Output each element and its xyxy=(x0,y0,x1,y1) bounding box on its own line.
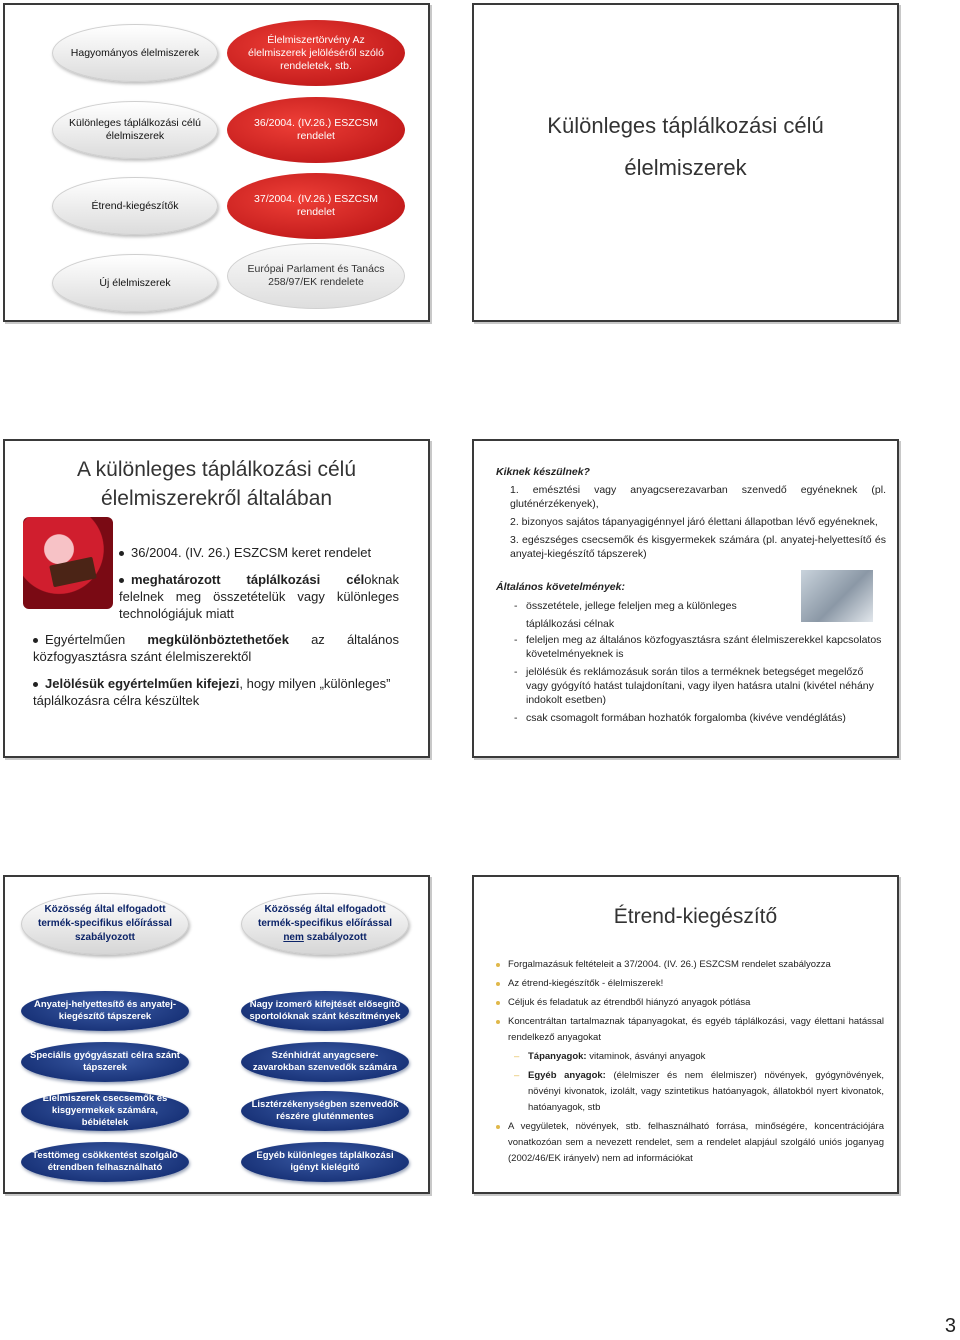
bullet-text: Egyértelműen xyxy=(45,632,148,647)
item-infant-formula: Anyatej-helyettesítő és anyatej-kiegészítő tápszerek xyxy=(21,991,189,1031)
bullet-framework-decree xyxy=(119,545,371,560)
slide-target-groups xyxy=(472,439,899,758)
header-not-regulated xyxy=(241,893,409,955)
page-number: 3 xyxy=(944,1315,956,1337)
sub-bold: Egyéb anyagok: xyxy=(528,1070,606,1081)
title-line-1: A különleges táplálkozási célú xyxy=(76,458,356,481)
list-item: - csak csomagolt formában hozhatók forgalomba (kivéve vendéglátás) xyxy=(514,711,884,725)
bullet-item: A vegyületek, növények, stb. felhasználható forrása, minőségére, koncentrációjára vonatkozóan sem a nevezett rendelet, sem a rendelet alapjául szolgáló uniós joganyag (2002/46/EK irányelv) nem ad információkat xyxy=(494,1119,884,1167)
slide-food-supplements xyxy=(472,875,899,1194)
item-weight-loss: Testtömeg csökkentést szolgáló étrendben felhasználható xyxy=(21,1142,189,1182)
req-text: táplálkozási célnak xyxy=(526,618,615,630)
category-special-nutrition: Különleges táplálkozási célú élelmiszerek xyxy=(52,101,218,159)
bullet-item: Forgalmazásuk feltételeit a 37/2004. (IV. 26.) ESZCSM rendelet szabályozza xyxy=(494,957,884,973)
sub-text: (élelmiszer és nem élelmiszer) növények, gyógynövények, növényi kivonatok, izolált, vagy szintetikus hatóanyagok, állatokból nyert kivonatok, hatóanyagok, stb xyxy=(528,1070,884,1113)
question-heading: Kiknek készülnek? xyxy=(496,466,590,478)
bullet-purpose xyxy=(119,571,399,622)
sub-bold: Tápanyagok: xyxy=(528,1051,587,1062)
bullet-distinguishable xyxy=(33,631,399,665)
item-sports-nutrition: Nagy izomerő kifejtését elősegítő sportolóknak szánt készítmények xyxy=(241,991,409,1031)
bullet-bold: megkülönböztethetőek xyxy=(147,632,289,647)
requirement-list-1 xyxy=(514,599,794,635)
list-item: 2. bizonyos sajátos tápanyagigénnyel járó élettani állapotban lévő egyéneknek, xyxy=(510,516,878,528)
slide-legislation-overview xyxy=(3,3,430,322)
bullet-item: Az étrend-kiegészítők - élelmiszerek! xyxy=(494,976,884,992)
target-group-list xyxy=(510,483,886,565)
bullet-bold: Jelölésük egyértelműen kifejezi xyxy=(45,676,240,691)
title-line-1: Különleges táplálkozási célú xyxy=(547,113,824,138)
chocolate-dessert-photo xyxy=(23,517,113,609)
bullet-text: az általános közfogyasztásra szánt élelmiszerektől xyxy=(33,632,399,664)
header-part: Közösség által elfogadott termék-specifikus előírással xyxy=(258,904,392,929)
bullet-text: oknak felelnek meg összetételük vagy különleges technológiájuk miatt xyxy=(119,572,399,621)
category-novel-food: Új élelmiszerek xyxy=(52,254,218,312)
law-food-act: Élelmiszertörvény Az élelmiszerek jelöléséről szóló rendeletek, stb. xyxy=(227,20,405,86)
bullet-item: Céljuk és feladatuk az étrendből hiányzó anyagok pótlása xyxy=(494,995,884,1011)
law-37-2004: 37/2004. (IV.26.) ESZCSM rendelet xyxy=(227,173,405,239)
supplement-bullets xyxy=(494,957,884,1170)
slide-regulated-categories xyxy=(3,875,430,1194)
law-eu-258-97: Európai Parlament és Tanács 258/97/EK rendelete xyxy=(227,243,405,309)
requirement-list-2 xyxy=(514,633,884,729)
bullet-text: 36/2004. (IV. 26.) ESZCSM keret rendelet xyxy=(131,545,372,560)
req-text: összetétele, jellege feleljen meg a különleges xyxy=(526,600,737,612)
category-food-supplements: Étrend-kiegészítők xyxy=(52,177,218,235)
header-part: szabályozott xyxy=(303,932,367,943)
slide-title xyxy=(25,455,408,513)
header-regulated: Közösség által elfogadott termék-specifikus előírással szabályozott xyxy=(21,893,189,955)
item-medical-formula: Speciális gyógyászati célra szánt tápszerek xyxy=(21,1042,189,1082)
list-item: - jelölésük és reklámozásuk során tilos a terméknek betegséget megelőző vagy gyógyító hatást tulajdonítani, vagy ilyen hatásra utalni (kivétel néhány indokolt esetben) xyxy=(514,665,884,707)
item-diabetic: Szénhidrát anyagcsere-zavarokban szenvedők számára xyxy=(241,1042,409,1082)
law-36-2004: 36/2004. (IV.26.) ESZCSM rendelet xyxy=(227,97,405,163)
sub-bullet-other xyxy=(494,1068,884,1116)
sub-bullet-nutrients xyxy=(494,1049,884,1065)
list-item: 1. emésztési vagy anyagcserezavarban szenvedő egyéneknek (pl. gluténérzékenyek), xyxy=(510,484,886,510)
category-traditional-food: Hagyományos élelmiszerek xyxy=(52,24,218,82)
item-baby-food: Élelmiszerek csecsemők és kisgyermekek számára, bébiételek xyxy=(21,1091,189,1131)
sub-text: vitaminok, ásványi anyagok xyxy=(586,1051,706,1062)
header-underlined: nem xyxy=(283,932,304,943)
item-gluten-free: Lisztérzékenységben szenvedők részére gluténmentes xyxy=(241,1091,409,1131)
title-line-2: élelmiszerekről általában xyxy=(100,487,333,510)
header-text xyxy=(250,903,400,945)
list-item xyxy=(514,599,794,631)
bullet-item: Koncentráltan tartalmaznak tápanyagokat, és egyéb táplálkozási, vagy élettani hatással rendelkező anyagokat xyxy=(494,1014,884,1046)
item-other-special: Egyéb különleges táplálkozási igényt kielégítő xyxy=(241,1142,409,1182)
requirements-heading: Általános követelmények: xyxy=(496,581,625,593)
title-line-2: élelmiszerek xyxy=(624,155,747,180)
bullet-bold: meghatározott táplálkozási cél xyxy=(131,572,365,587)
bullet-labelling xyxy=(33,675,399,709)
list-item: 3. egészséges csecsemők és kisgyermekek számára (pl. anyatej-helyettesítő és anyatej-kiegészítő tápszerek) xyxy=(510,534,886,560)
bullet-text: , hogy milyen „különleges” táplálkozásra célra készültek xyxy=(33,676,391,708)
slide-special-nutrition-title xyxy=(472,3,899,322)
slide-title xyxy=(474,105,897,189)
list-item: - feleljen meg az általános közfogyasztásra szánt élelmiszerekkel kapcsolatos követelményeknek is xyxy=(514,633,884,661)
capsules-photo xyxy=(801,570,873,622)
slide-title: Étrend-kiegészítő xyxy=(613,905,778,928)
slide-general-info xyxy=(3,439,430,758)
